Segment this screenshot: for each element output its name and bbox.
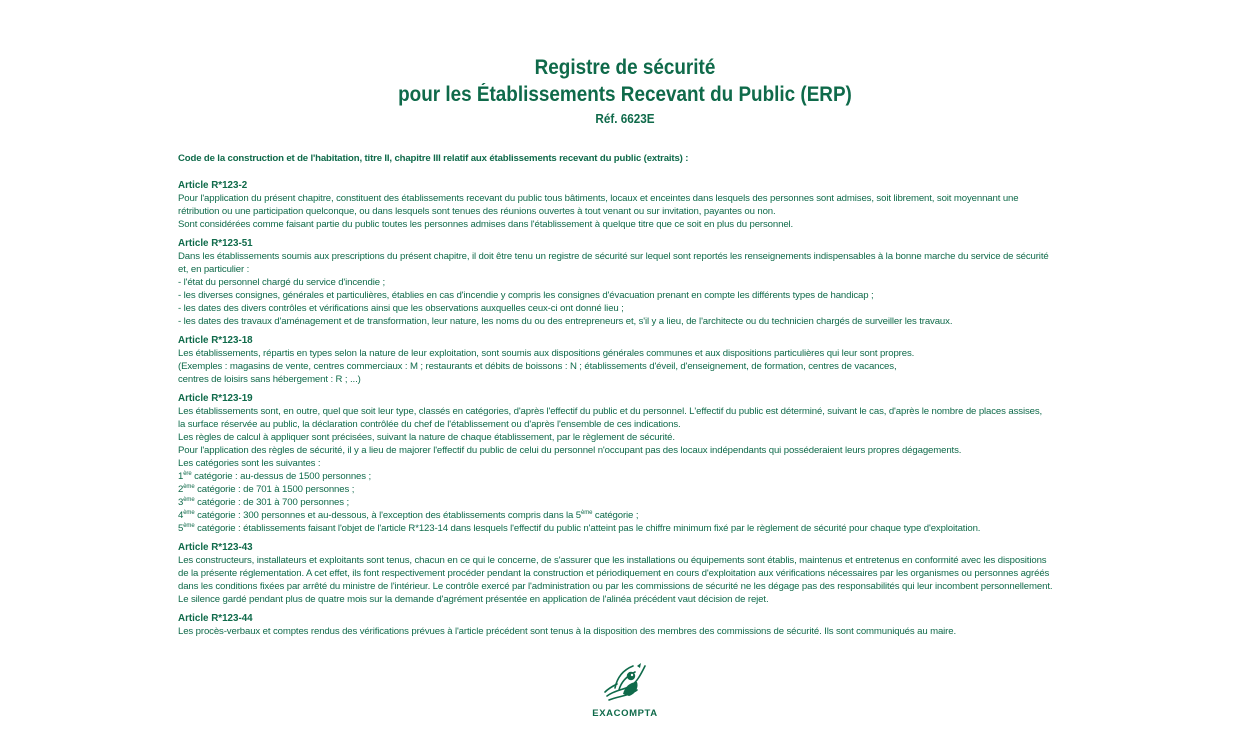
article-line: de la présente réglementation. A cet effet, ils font respectivement procéder pendant la construction et périodiquement en cours d'exploitation aux vérifications nécessaires par les organismes ou personnes agréés (178, 568, 1050, 579)
article-title: Article R*123-43 (178, 542, 253, 553)
category-text: catégorie : de 701 à 1500 personnes ; (194, 484, 355, 495)
article-line: Sont considérées comme faisant partie du public toutes les personnes admises dans l'établissement à quelque titre que ce soit en plus du personnel. (178, 219, 794, 230)
category-ordinal-suffix: ème (581, 510, 593, 516)
articles-list (178, 179, 1083, 638)
document-title: Registre de sécurité (534, 56, 716, 79)
article-title: Article R*123-18 (178, 335, 253, 346)
article-line: - les dates des divers contrôles et vérifications ainsi que les observations auxquelles ceux-ci ont donné lieu ; (178, 303, 624, 314)
article-title: Article R*123-44 (178, 613, 253, 624)
article-line: Les procès-verbaux et comptes rendus des vérifications prévues à l'article précédent sont tenus à la disposition des membres des commissions de sécurité. Ils sont communiqués au maire. (178, 626, 957, 637)
article-line: Dans les établissements soumis aux prescriptions du présent chapitre, il doit être tenu un registre de sécurité sur lequel sont reportés les renseignements indispensables à la bonne marche du service de sécurité (178, 251, 1049, 262)
category-text: catégorie : établissements faisant l'objet de l'article R*123-14 dans lesquels l'effectif du public n'atteint pas le chiffre minimum fixé par le règlement de sécurité pour chaque type d'exploitation. (194, 523, 981, 534)
category-text: catégorie ; (592, 510, 639, 521)
category-ordinal-suffix: ère (183, 471, 192, 477)
reference-number: Réf. 6623E (595, 111, 655, 126)
category-ordinal-suffix: ème (183, 484, 195, 490)
category-text: catégorie : 300 personnes et au-dessous, à l'exception des établissements compris dans la 5 (194, 510, 582, 521)
document-body (178, 152, 1083, 644)
article-line: (Exemples : magasins de vente, centres commerciaux : M ; restaurants et débits de boissons : N ; établissements d'éveil, d'enseignement, de formation, centres de vacances, (178, 361, 897, 372)
article-line: Les catégories sont les suivantes : (178, 458, 321, 469)
article-line: la surface réservée au public, la déclaration contrôlée du chef de l'établissement ou d'après l'ensemble de ces indications. (178, 419, 681, 430)
category-text: catégorie : de 301 à 700 personnes ; (194, 497, 350, 508)
category-number: 3 (178, 497, 184, 508)
category-line (178, 483, 1083, 496)
article-line: - les diverses consignes, générales et particulières, établies en cas d'incendie y compris les consignes d'évacuation prenant en compte les différents types de handicap ; (178, 290, 874, 301)
exacompta-leaf-figure-icon (601, 660, 649, 704)
article-line: - l'état du personnel chargé du service d'incendie ; (178, 277, 386, 288)
article-line: Pour l'application des règles de sécurité, il y a lieu de majorer l'effectif du public de celui du personnel n'occupant pas des locaux indépendants qui posséderaient leurs propres dégagements. (178, 445, 962, 456)
article (178, 179, 1083, 231)
article-line: centres de loisirs sans hébergement : R ; ...) (178, 374, 361, 385)
category-line (178, 522, 1083, 535)
article-line: Les établissements, répartis en types selon la nature de leur exploitation, sont soumis aux dispositions générales communes et aux dispositions particulières qui leur sont propres. (178, 348, 915, 359)
article (178, 237, 1083, 328)
category-number: 5 (178, 523, 184, 534)
article-line: rétribution ou une participation quelconque, ou dans lesquels sont tenues des réunions ouvertes à tout venant ou sur invitation, payantes ou non. (178, 206, 776, 217)
brand-name: EXACOMPTA (592, 708, 658, 719)
document-subtitle: pour les Établissements Recevant du Public (ERP) (398, 83, 852, 106)
article-title: Article R*123-51 (178, 238, 253, 249)
category-number: 2 (178, 484, 184, 495)
article-line: Les établissements sont, en outre, quel que soit leur type, classés en catégories, d'après l'effectif du public et du personnel. L'effectif du public est déterminé, suivant le cas, d'après le nombre de places assises, (178, 406, 1043, 417)
article (178, 612, 1083, 638)
title-block (0, 54, 1250, 128)
article-line: dans les conditions fixées par arrêté du ministre de l'intérieur. Le contrôle exercé par l'administration ou par les commissions de sécurité ne les dégage pas des responsabilités qui leur incombent personnellement. (178, 581, 1053, 592)
article-line: Les règles de calcul à appliquer sont précisées, suivant la nature de chaque établissement, par le règlement de sécurité. (178, 432, 675, 443)
category-ordinal-suffix: ème (183, 510, 195, 516)
article-line: et, en particulier : (178, 264, 250, 275)
brand-logo (560, 660, 690, 719)
article-line: Pour l'application du présent chapitre, constituent des établissements recevant du public tous bâtiments, locaux et enceintes dans lesquels des personnes sont admises, soit librement, soit moyennant une (178, 193, 1019, 204)
category-line (178, 509, 1083, 522)
article (178, 334, 1083, 386)
article-line: Le silence gardé pendant plus de quatre mois sur la demande d'agrément présentée en application de l'alinéa précédent vaut décision de rejet. (178, 594, 769, 605)
article-line: - les dates des travaux d'aménagement et de transformation, leur nature, les noms du ou des entrepreneurs et, s'il y a lieu, de l'architecte ou du technicien chargés de surveiller les travaux. (178, 316, 953, 327)
article-line: Les constructeurs, installateurs et exploitants sont tenus, chacun en ce qui le concerne, de s'assurer que les installations ou équipements sont établis, maintenus et entretenus en conformité avec les dispositions (178, 555, 1047, 566)
category-number: 4 (178, 510, 184, 521)
category-text: catégorie : au-dessus de 1500 personnes ; (191, 471, 372, 482)
category-line (178, 470, 1083, 483)
article-title: Article R*123-19 (178, 393, 253, 404)
category-line (178, 496, 1083, 509)
category-ordinal-suffix: ème (183, 523, 195, 529)
article (178, 541, 1083, 606)
category-number: 1 (178, 471, 184, 482)
category-ordinal-suffix: ème (183, 497, 195, 503)
article-title: Article R*123-2 (178, 180, 248, 191)
article (178, 392, 1083, 535)
intro-text: Code de la construction et de l'habitation, titre II, chapitre III relatif aux établissements recevant du public (extraits) : (178, 153, 689, 164)
